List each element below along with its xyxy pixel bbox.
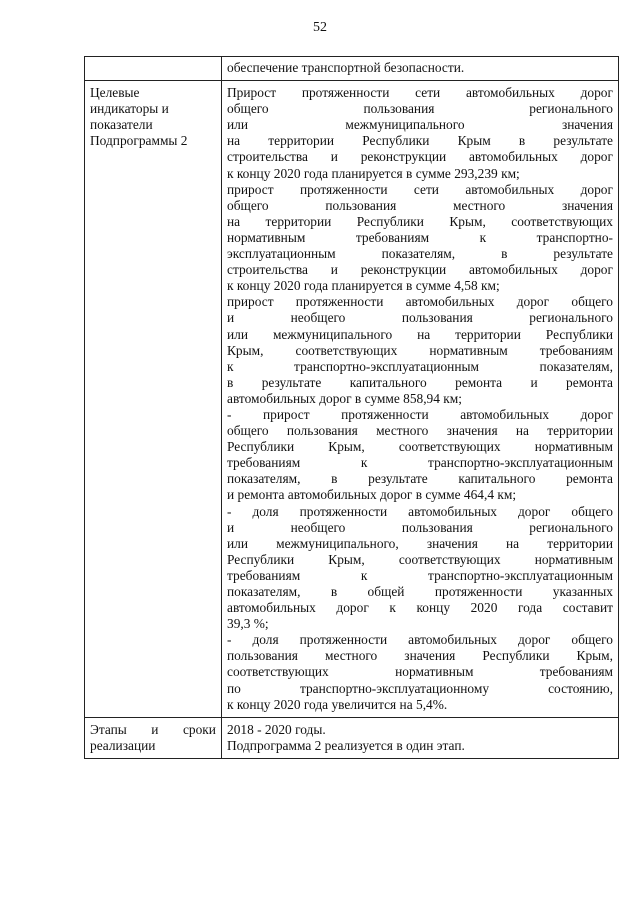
table-cell-text: обеспечение транспортной безопасности. (222, 57, 619, 81)
text-line: к концу 2020 года планируется в сумме 4,58 км; (227, 278, 500, 294)
label-word: и (151, 721, 159, 737)
text-line: прирост протяженности автомобильных дорог общего (227, 294, 613, 310)
text-line: Республики Крым, соответствующих нормативным (227, 439, 613, 455)
text-line: Республики Крым, соответствующих нормативным (227, 551, 613, 567)
table-row (85, 57, 619, 81)
table-row (85, 81, 619, 718)
text-line: строительства и реконструкции автомобильных дорог (227, 149, 613, 165)
text-line: к транспортно-эксплуатационным показателям, (227, 358, 613, 374)
text-line: общего пользования местного значения на территории (227, 423, 613, 439)
text-line: - доля протяженности автомобильных дорог общего (227, 503, 613, 519)
text-line: показателям, в общей протяженности указанных (227, 584, 613, 599)
text-line: общего пользования местного значения (227, 197, 613, 213)
label-line: показатели (90, 117, 153, 133)
text-line: к концу 2020 года планируется в сумме 293,239 км; (227, 165, 520, 181)
text-line: нормативным требованиям к транспортно- (227, 229, 613, 245)
row-label-indicators (85, 81, 222, 718)
text-line: или межмуниципального, значения на территории (227, 535, 613, 551)
label-line (90, 722, 216, 738)
text-line: к концу 2020 года увеличится на 5,4%. (227, 696, 448, 712)
text-line: или межмуниципального на территории Республики (227, 326, 613, 342)
text-line: 39,3 %; (227, 616, 269, 632)
text-line: автомобильных дорог в сумме 858,94 км; (227, 390, 462, 406)
label-word: сроки (182, 721, 216, 737)
subprogram-table (84, 56, 619, 759)
text-line: показателям, в результате капитального ремонта (227, 471, 613, 487)
text-line: строительства и реконструкции автомобильных дорог (227, 262, 613, 278)
text-line: общего пользования регионального (227, 101, 613, 117)
row-label-stages (85, 717, 222, 758)
text-line: автомобильных дорог к концу 2020 года составит (227, 600, 613, 616)
text-line: - прирост протяженности автомобильных дорог (227, 406, 613, 422)
text-line: требованиям к транспортно-эксплуатационным (227, 455, 613, 471)
text-line: эксплуатационным показателям, в результате (227, 246, 613, 262)
text-line: и необщего пользования регионального (227, 310, 613, 326)
label-line: реализации (90, 737, 156, 753)
text-line: на территории Республики Крым, соответствующих (227, 213, 613, 229)
text-line: по транспортно-эксплуатационному состоянию, (227, 680, 613, 696)
stages-text (222, 717, 619, 758)
text-line: в результате капитального ремонта и ремонта (227, 374, 613, 390)
label-line: Подпрограммы 2 (90, 133, 188, 149)
text-line: Прирост протяженности сети автомобильных дорог (227, 85, 613, 101)
text-line: требованиям к транспортно-эксплуатационным (227, 567, 613, 583)
indicators-text (222, 81, 619, 718)
label-word: Этапы (90, 721, 127, 737)
text-line: и необщего пользования регионального (227, 519, 613, 535)
text-line: прирост протяженности сети автомобильных дорог (227, 181, 613, 197)
page-number: 52 (313, 20, 327, 35)
text-line: или межмуниципального значения (227, 117, 613, 133)
text-line: 2018 - 2020 годы. (227, 721, 326, 737)
text-line: пользования местного значения Республики Крым, (227, 648, 613, 664)
text-line: Крым, соответствующих нормативным требованиям (227, 342, 613, 358)
text-line: соответствующих нормативным требованиям (227, 664, 613, 680)
text-line: и ремонта автомобильных дорог в сумме 464,4 км; (227, 487, 517, 503)
text-line: - доля протяженности автомобильных дорог общего (227, 632, 613, 648)
text-line: Подпрограмма 2 реализуется в один этап. (227, 737, 465, 753)
table-cell-empty (85, 57, 222, 81)
text-line: на территории Республики Крым в результате (227, 133, 613, 149)
table-row (85, 717, 619, 758)
label-line: Целевые (90, 85, 140, 101)
label-line: индикаторы и (90, 101, 169, 117)
